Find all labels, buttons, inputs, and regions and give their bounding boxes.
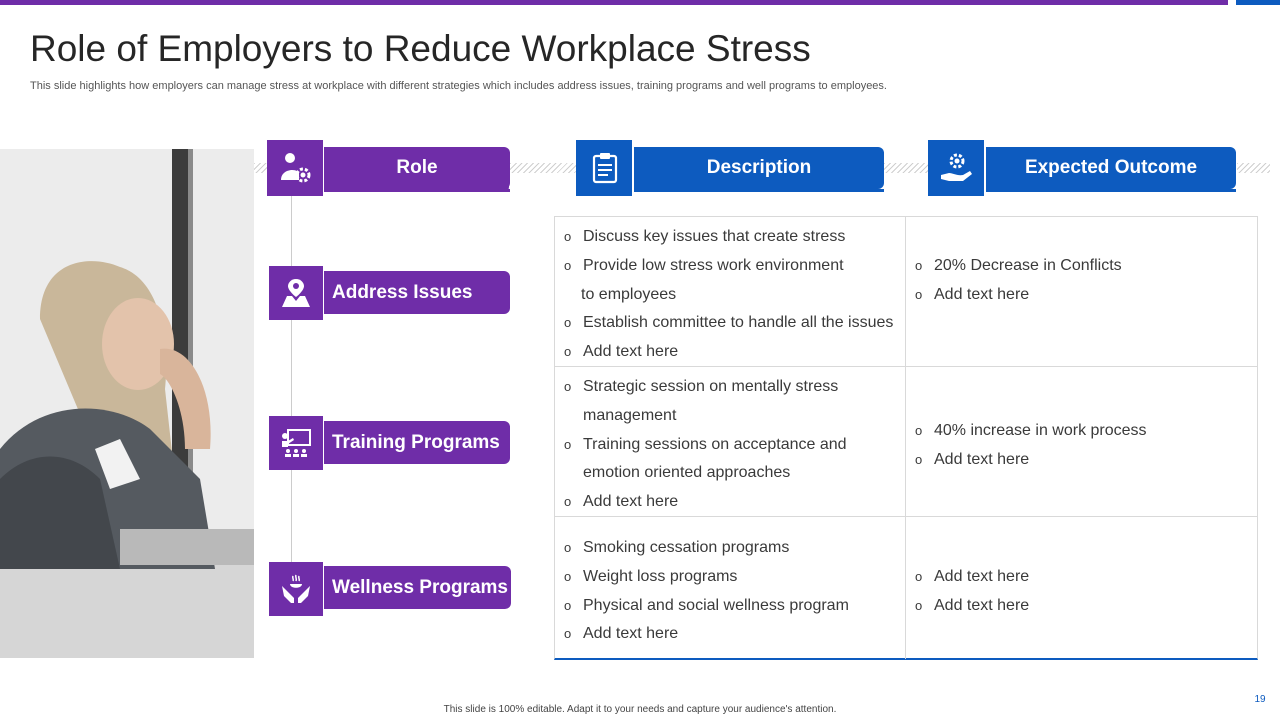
list-item: o Add text here [915, 592, 1029, 621]
list-item: o Add text here [564, 338, 893, 367]
description-cell-wellness-programs [564, 534, 849, 649]
header-role [324, 147, 510, 189]
wellness-hands-icon [269, 562, 323, 616]
list-item: to employees [581, 285, 677, 303]
header-role-label: Role [396, 157, 438, 178]
list-item: o Establish committee to handle all the issues [564, 309, 893, 338]
list-item: o Training sessions on acceptance and [564, 431, 847, 460]
user-gear-icon [267, 140, 323, 196]
role-label: Address Issues [332, 281, 473, 303]
role-label: Wellness Programs [332, 576, 509, 598]
list-item: o 40% increase in work process [915, 417, 1147, 446]
list-item: o Add text here [564, 620, 849, 649]
hatch-divider [510, 163, 576, 173]
role-training-programs [324, 421, 510, 464]
description-cell-address-issues [564, 223, 893, 367]
list-item: o Physical and social wellness program [564, 592, 849, 621]
header-description [634, 147, 884, 189]
header-description-underline [634, 189, 884, 192]
list-item: o Discuss key issues that create stress [564, 223, 893, 252]
list-item: o Provide low stress work environment [564, 252, 893, 281]
top-accent-bar-blue [1236, 0, 1280, 5]
header-expected-outcome [986, 147, 1236, 189]
list-item: o Add text here [915, 446, 1147, 475]
stressed-woman-photo [0, 149, 254, 658]
role-label: Training Programs [332, 431, 500, 453]
hatch-divider [884, 163, 928, 173]
outcome-cell-address-issues [915, 252, 1122, 310]
role-wellness-programs [324, 566, 511, 609]
top-accent-bar-purple [0, 0, 1228, 5]
hatch-divider [1237, 163, 1270, 173]
outcome-cell-wellness-programs [915, 563, 1029, 621]
gear-hand-icon [928, 140, 984, 196]
header-description-label: Description [706, 157, 812, 178]
page-number: 19 [1254, 694, 1266, 705]
slide-subtitle: This slide highlights how employers can manage stress at workplace with different strategies which includes address issues, training programs and well programs to employees. [30, 80, 887, 92]
list-item: o Weight loss programs [564, 563, 849, 592]
list-item: o Add text here [915, 563, 1029, 592]
hatch-divider [254, 163, 267, 173]
list-item: o 20% Decrease in Conflicts [915, 252, 1122, 281]
slide-footer-note: This slide is 100% editable. Adapt it to your needs and capture your audience's attention. [443, 704, 837, 715]
map-pin-icon [269, 266, 323, 320]
header-role-underline [324, 189, 510, 192]
list-item: o Strategic session on mentally stress [564, 373, 847, 402]
list-item: management [583, 406, 677, 424]
list-item: o Add text here [564, 488, 847, 517]
role-address-issues [324, 271, 510, 314]
list-item: o Add text here [915, 281, 1122, 310]
slide-title: Role of Employers to Reduce Workplace Stress [30, 28, 811, 69]
clipboard-list-icon [576, 140, 632, 196]
header-expected-outcome-label: Expected Outcome [1024, 157, 1198, 178]
list-item: o Smoking cessation programs [564, 534, 849, 563]
presentation-icon [269, 416, 323, 470]
role-timeline-line [291, 196, 292, 576]
outcome-cell-training-programs [915, 417, 1147, 475]
table-column-divider [905, 216, 906, 659]
description-cell-training-programs [564, 373, 847, 517]
list-item: emotion oriented approaches [583, 464, 791, 482]
header-expected-outcome-underline [986, 189, 1236, 192]
